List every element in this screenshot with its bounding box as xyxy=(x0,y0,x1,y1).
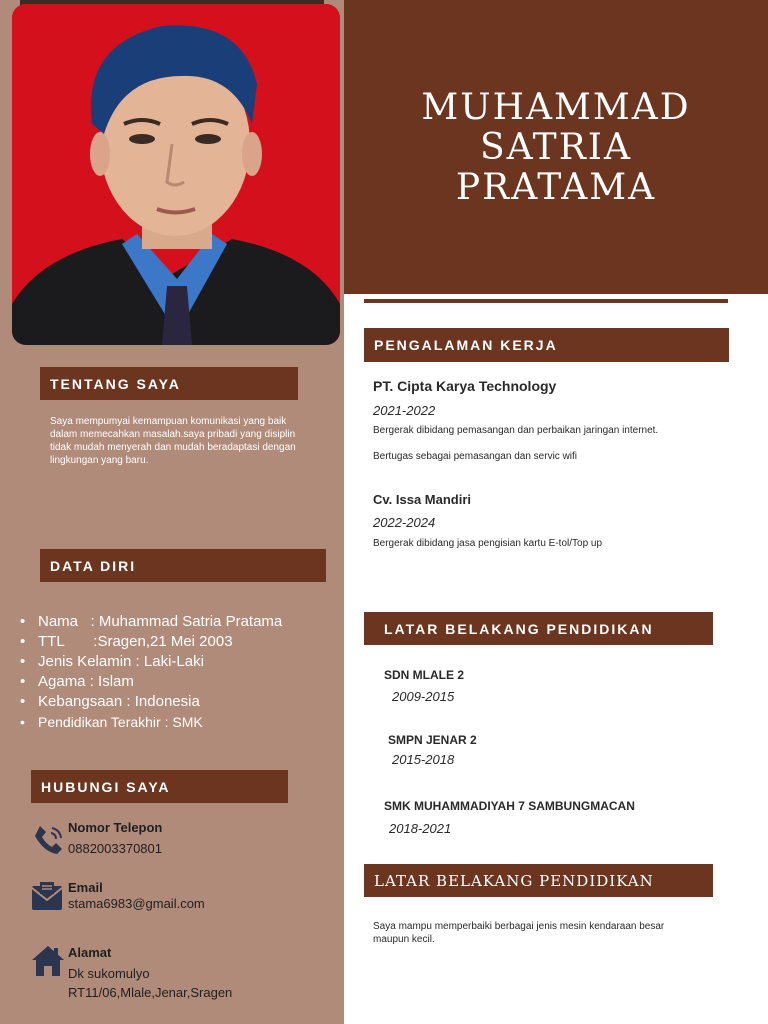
list-item: • TTL :Sragen,21 Mei 2003 xyxy=(20,633,233,650)
school-period: 2009-2015 xyxy=(392,689,455,704)
profile-photo xyxy=(12,4,340,345)
list-item: • Jenis Kelamin : Laki-Laki xyxy=(20,653,204,670)
job-company: Cv. Issa Mandiri xyxy=(373,492,472,507)
school-period: 2018-2021 xyxy=(389,821,452,836)
job-period: 2022-2024 xyxy=(373,515,436,530)
personal-birth: TTL :Sragen,21 Mei 2003 xyxy=(38,633,233,650)
personal-heading: DATA DIRI xyxy=(40,549,326,582)
experience-heading: PENGALAMAN KERJA xyxy=(364,328,729,362)
list-item: • Kebangsaan : Indonesia xyxy=(20,693,200,710)
name-line-1: MUHAMMAD SATRIA xyxy=(421,87,691,168)
about-heading: TENTANG SAYA xyxy=(40,367,298,400)
contact-heading: HUBUNGI SAYA xyxy=(31,770,288,803)
personal-name: Nama : Muhammad Satria Pratama xyxy=(38,613,283,630)
job-company: PT. Cipta Karya Technology xyxy=(373,378,557,394)
personal-nationality: Kebangsaan : Indonesia xyxy=(38,693,200,710)
divider-rule xyxy=(364,299,728,303)
education-heading: LATAR BELAKANG PENDIDIKAN xyxy=(364,612,713,645)
personal-list xyxy=(20,612,340,732)
about-text: Saya mempumyai kemampuan komunikasi yang baik dalam memecahkan masalah.saya pribadi yang disiplin tidak mudah menyerah dan mudah beradaptasi dengan lingkungan yang baru. xyxy=(50,416,296,466)
job-description: Bertugas sebagai pemasangan dan servic wifi xyxy=(373,451,578,462)
personal-education: Pendidikan Terakhir : SMK xyxy=(38,714,203,730)
school-name: SDN MLALE 2 xyxy=(384,668,465,682)
phone-icon xyxy=(32,822,66,856)
phone-label: Nomor Telepon xyxy=(68,820,163,835)
name-line-2: PRATAMA xyxy=(455,167,657,208)
job-period: 2021-2022 xyxy=(373,403,436,418)
school-name: SMK MUHAMMADIYAH 7 SAMBUNGMACAN xyxy=(384,799,635,813)
skills-text: Saya mampu memperbaiki berbagai jenis mesin kendaraan besar maupun kecil. xyxy=(373,921,665,945)
phone-value[interactable]: 0882003370801 xyxy=(68,841,162,856)
email-label: Email xyxy=(68,880,103,895)
job-description: Bergerak dibidang pemasangan dan perbaikan jaringan internet. xyxy=(373,425,659,436)
job-description: Bergerak dibidang jasa pengisian kartu E-tol/Top up xyxy=(373,538,603,549)
school-name: SMPN JENAR 2 xyxy=(388,733,477,747)
list-item: • Nama : Muhammad Satria Pratama xyxy=(20,613,283,630)
list-item: • Agama : Islam xyxy=(20,673,134,690)
full-name xyxy=(344,88,768,208)
envelope-icon xyxy=(30,880,64,914)
personal-gender: Jenis Kelamin : Laki-Laki xyxy=(38,653,204,670)
school-period: 2015-2018 xyxy=(392,752,455,767)
personal-religion: Agama : Islam xyxy=(38,673,134,690)
list-item: • Pendidikan Terakhir : SMK xyxy=(20,714,203,730)
home-icon xyxy=(30,942,64,976)
address-label: Alamat xyxy=(68,945,112,960)
address-line-1: Dk sukomulyo xyxy=(68,966,150,981)
skills-heading: LATAR BELAKANG PENDIDIKAN xyxy=(364,864,713,897)
email-value[interactable]: stama6983@gmail.com xyxy=(68,896,205,911)
address-line-2: RT11/06,Mlale,Jenar,Sragen xyxy=(68,985,233,1000)
